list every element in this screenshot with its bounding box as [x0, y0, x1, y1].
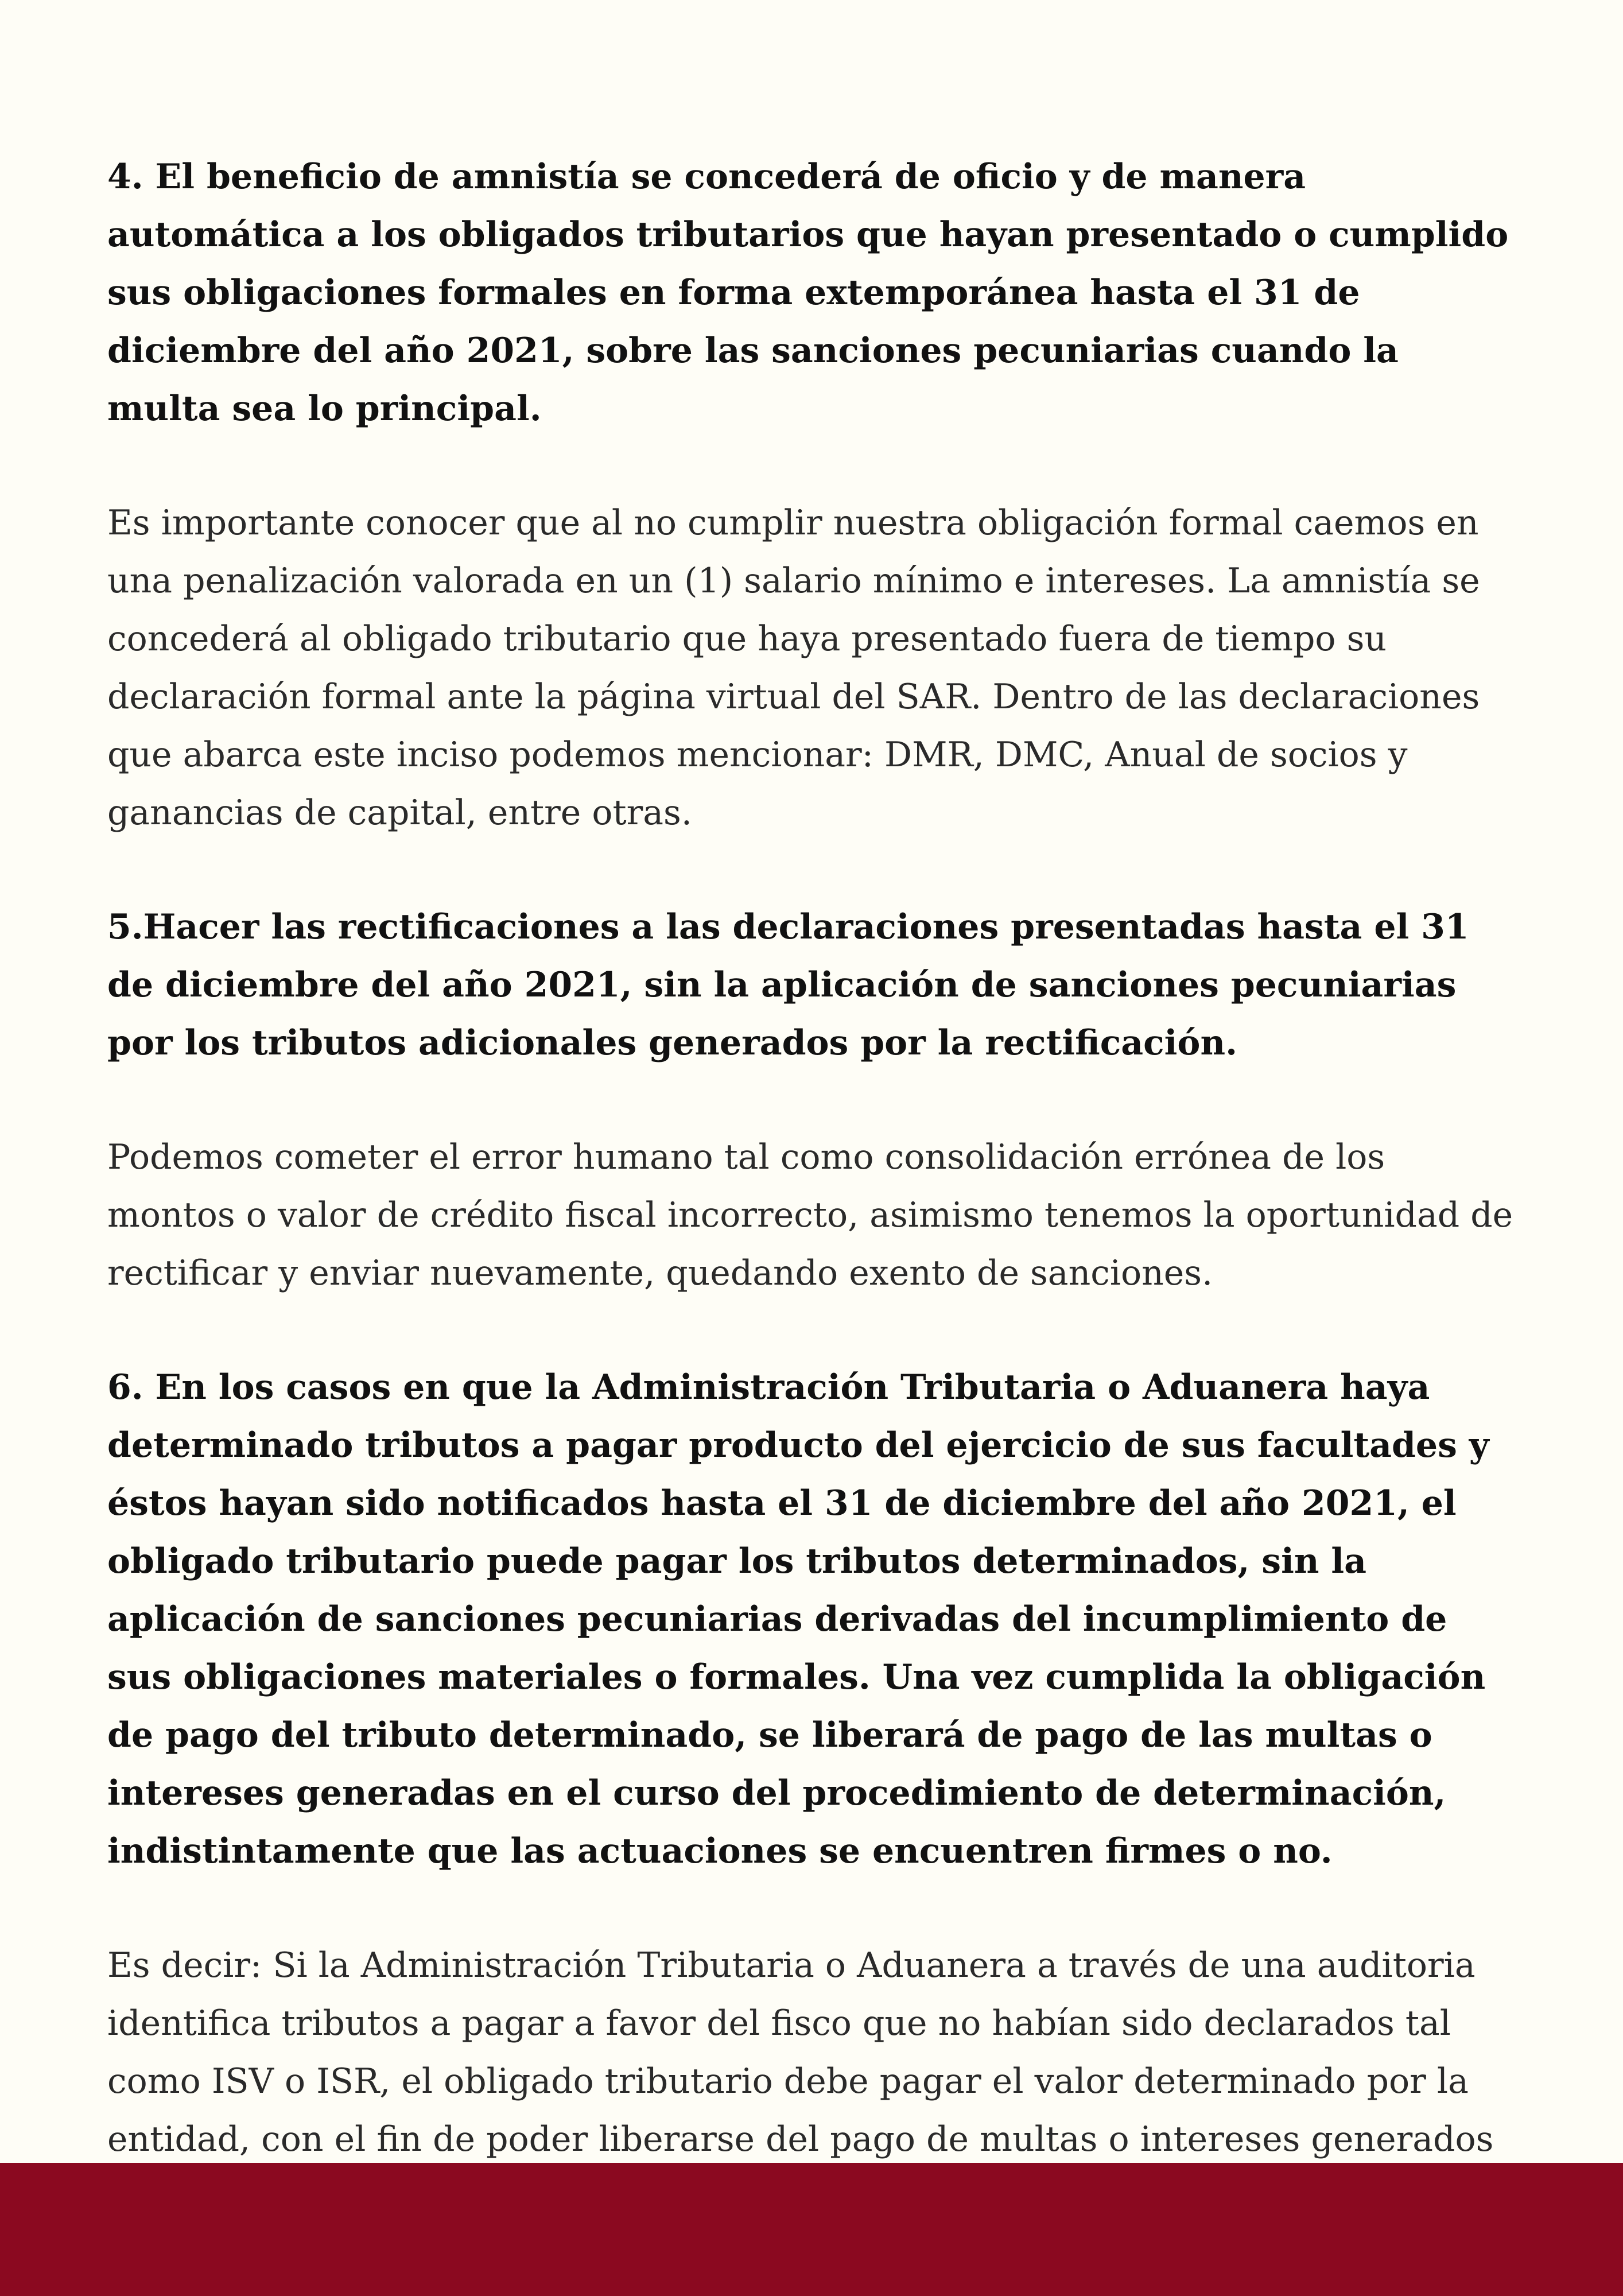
paragraph-point-6-explanation: Es decir: Si la Administración Tributaria o Aduanera a través de una auditoria identifica tributos a pagar a favor del fisco que no habían sido declarados tal como ISV o ISR, el obligado tributario debe pagar el valor determinado por la entidad, con el fin de poder liberarse del pago de multas o intereses generados — [107, 1945, 1494, 2159]
paragraph-point-5: 5.Hacer las rectificaciones a las declaraciones presentadas hasta el 31 de diciembre del año 2021, sin la aplicación de sanciones pecuniarias por los tributos adicionales generados por la rectificación. — [107, 907, 1469, 1063]
paragraph-point-5-explanation: Podemos cometer el error humano tal como consolidación errónea de los montos o valor de crédito fiscal incorrecto, asimismo tenemos la oportunidad de rectificar y enviar nuevamente, quedando exento de sanciones. — [107, 1137, 1513, 1293]
paragraph-point-6: 6. En los casos en que la Administración Tributaria o Aduanera haya determinado tributos a pagar producto del ejercicio de sus facultades y éstos hayan sido notificados hasta el 31 de diciembre del año 2021, el obligado tributario puede pagar los tributos determinados, sin la aplicación de sanciones pecuniarias derivadas del incumplimiento de sus obligaciones materiales o formales. Una vez cumplida la obligación de pago del tributo determinado, se liberará de pago de las multas o intereses generadas en el curso del procedimiento de determinación, indistintamente que las actuaciones se encuentren firmes o no. — [107, 1367, 1489, 1871]
paragraph-point-4: 4. El beneficio de amnistía se concederá de oficio y de manera automática a los obligados tributarios que hayan presentado o cumplido sus obligaciones formales en forma extemporánea hasta el 31 de diciembre del año 2021, sobre las sanciones pecuniarias cuando la multa sea lo principal. — [107, 157, 1509, 429]
paragraph-point-4-explanation: Es importante conocer que al no cumplir nuestra obligación formal caemos en una penalización valorada en un (1) salario mínimo e intereses. La amnistía se concederá al obligado tributario que haya presentado fuera de tiempo su declaración formal ante la página virtual del SAR. Dentro de las declaraciones que abarca este inciso podemos mencionar: DMR, DMC, Anual de socios y ganancias de capital, entre otras. — [107, 503, 1480, 833]
footer-color-band — [0, 2163, 1623, 2296]
document-body — [107, 148, 1519, 2227]
